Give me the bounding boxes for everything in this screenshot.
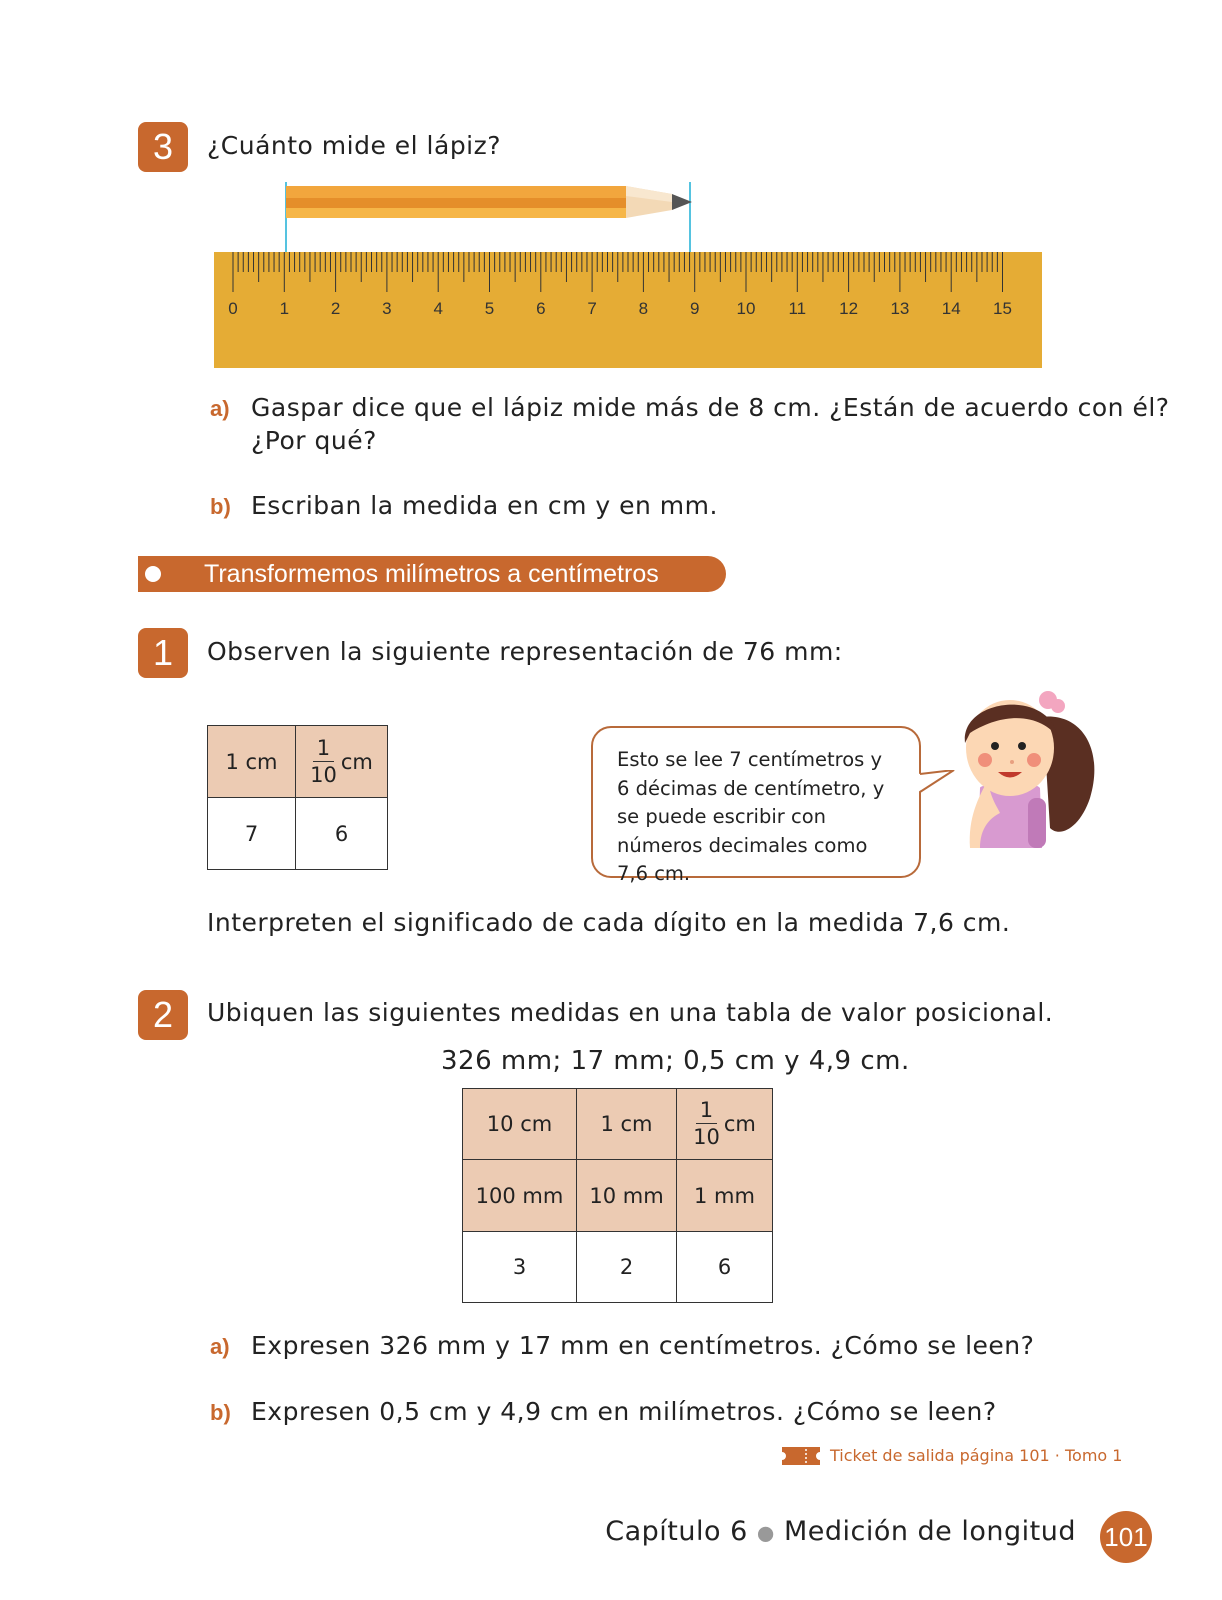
ruler-number: 9 xyxy=(689,299,700,318)
letter-a: a) xyxy=(210,1334,230,1359)
exit-ticket-text: Ticket de salida página 101 · Tomo 1 xyxy=(830,1446,1123,1465)
header-tenth-cm xyxy=(677,1089,773,1160)
header-10mm: 10 mm xyxy=(577,1160,677,1232)
value-hundreds: 3 xyxy=(463,1232,577,1303)
ruler-number: 0 xyxy=(228,299,238,318)
question-2b: Expresen 0,5 cm y 4,9 cm en milímetros. ¿Cómo se leen? xyxy=(251,1397,997,1426)
footer-chapter xyxy=(605,1516,1076,1547)
ruler-number: 12 xyxy=(839,299,859,318)
fraction-numerator: 1 xyxy=(313,738,334,762)
question-3a-line2: ¿Por qué? xyxy=(251,426,377,455)
chapter-title: Medición de longitud xyxy=(783,1516,1076,1547)
interpret-instruction: Interpreten el significado de cada dígito en la medida 7,6 cm. xyxy=(207,908,1011,937)
value-tens: 2 xyxy=(577,1232,677,1303)
header-tenth-cm xyxy=(296,726,388,798)
page-number: 101 xyxy=(1100,1511,1152,1563)
exercise-number-3: 3 xyxy=(138,122,188,172)
ruler-number: 8 xyxy=(638,299,649,318)
question-2a: Expresen 326 mm y 17 mm en centímetros. ¿Cómo se leen? xyxy=(251,1331,1035,1360)
place-value-table-ex2 xyxy=(462,1088,773,1303)
fraction-numerator: 1 xyxy=(696,1100,717,1124)
value-tenth: 6 xyxy=(296,798,388,870)
ruler-number: 6 xyxy=(536,299,546,318)
ruler-number: 10 xyxy=(736,299,756,318)
chapter-label: Capítulo 6 xyxy=(605,1516,748,1547)
header-1cm: 1 cm xyxy=(208,726,296,798)
question-3a-line1: Gaspar dice que el lápiz mide más de 8 cm. ¿Están de acuerdo con él? xyxy=(251,393,1170,422)
banner-circle-icon xyxy=(140,561,166,587)
fraction-denominator: 10 xyxy=(693,1125,720,1149)
ruler-number: 14 xyxy=(941,299,961,318)
question-pencil-length: ¿Cuánto mide el lápiz? xyxy=(207,131,502,160)
letter-b: b) xyxy=(210,494,231,519)
fraction-denominator: 10 xyxy=(310,762,337,787)
question-3b: Escriban la medida en cm y en mm. xyxy=(251,491,718,520)
exercise-number-1: 1 xyxy=(138,628,188,678)
header-100mm: 100 mm xyxy=(463,1160,577,1232)
fraction-unit: cm xyxy=(723,1112,756,1136)
ruler-number: 3 xyxy=(382,299,392,318)
question-ex2: Ubiquen las siguientes medidas en una tabla de valor posicional. xyxy=(207,998,1054,1027)
speech-bubble: Esto se lee 7 centímetros y 6 décimas de centímetro, y se puede escribir con números decimales como 7,6 cm. xyxy=(591,726,921,878)
ruler-number: 2 xyxy=(330,299,341,318)
value-units: 6 xyxy=(677,1232,773,1303)
separator-dot-icon: ● xyxy=(756,1520,775,1545)
value-cm: 7 xyxy=(208,798,296,870)
ruler-illustration xyxy=(214,252,1042,368)
letter-a: a) xyxy=(210,396,230,421)
ruler-number: 15 xyxy=(993,299,1012,318)
question-ex1: Observen la siguiente representación de 76 mm: xyxy=(207,637,843,666)
letter-b: b) xyxy=(210,1400,231,1425)
ruler-number: 1 xyxy=(279,299,290,318)
header-10cm: 10 cm xyxy=(463,1089,577,1160)
ticket-icon xyxy=(782,1447,820,1465)
measures-list: 326 mm; 17 mm; 0,5 cm y 4,9 cm. xyxy=(441,1046,910,1076)
header-1mm: 1 mm xyxy=(677,1160,773,1232)
fraction-unit: cm xyxy=(340,749,373,774)
place-value-table-76mm xyxy=(207,725,388,870)
ruler-number: 13 xyxy=(890,299,910,318)
ruler-number: 4 xyxy=(433,299,443,318)
pencil-illustration xyxy=(276,182,696,252)
ruler-number: 11 xyxy=(788,299,807,318)
exercise-number-2: 2 xyxy=(138,990,188,1040)
header-1cm: 1 cm xyxy=(577,1089,677,1160)
section-banner-title: Transformemos milímetros a centímetros xyxy=(204,560,659,588)
girl-illustration xyxy=(940,688,1110,868)
ruler-number: 7 xyxy=(587,299,597,318)
ruler-number: 5 xyxy=(484,299,495,318)
